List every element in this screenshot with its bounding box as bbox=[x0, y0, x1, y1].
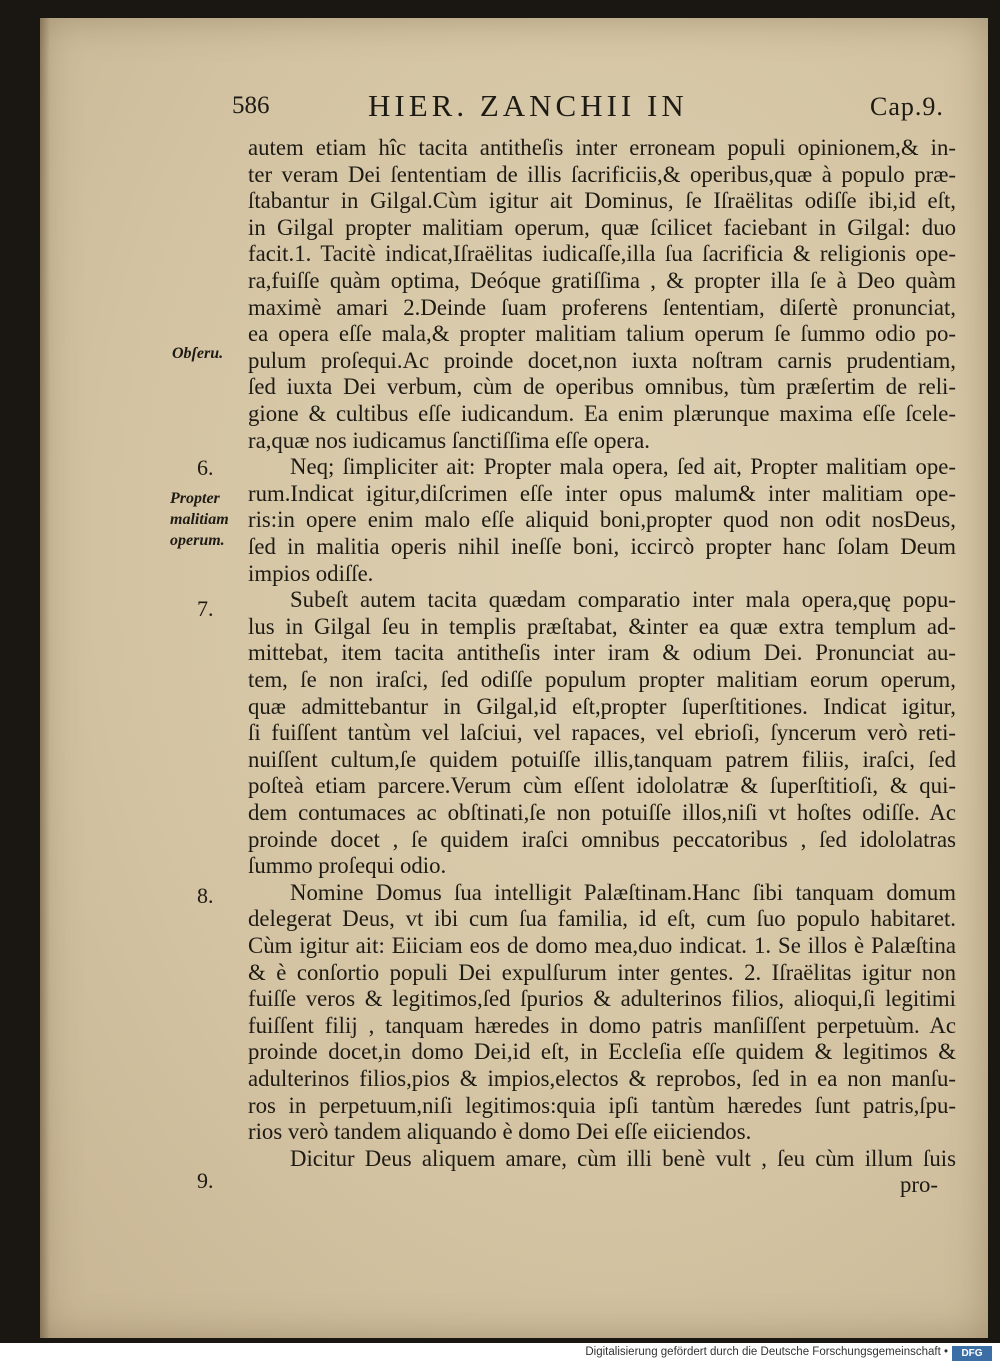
text-line: tem, ſe non iraſci, ſed odiſſe populum propter malitiam eorum operum, bbox=[248, 667, 956, 692]
text-line: poſteà etiam parcere.Verum cùm eſſent idololatræ & ſuperſtitioſi, & qui- bbox=[248, 773, 956, 799]
text-line: quæ admittebantur in Gilgal,id eſt,propter ſuperſtitiones. Indicat igitur, bbox=[248, 693, 956, 719]
text-line: pro- bbox=[900, 1172, 938, 1198]
text-line: ter veram Dei ſententiam de illis ſacrificiis,& operibus,quæ à populo præ- bbox=[248, 161, 956, 187]
text-line: rios verò tandem aliquando è domo Dei eſſe eiiciendos. bbox=[248, 1119, 752, 1145]
text-line: proinde docet,in domo Dei,id eſt, in Eccleſia eſſe quidem & legitimos & bbox=[248, 1039, 956, 1065]
margin-number-6: 6. bbox=[197, 455, 214, 480]
text-line: Nomine Domus ſua intelligit Palæſtinam.Hanc ſibi tanquam domum bbox=[290, 879, 956, 905]
footer-bar bbox=[0, 1343, 1000, 1364]
margin-note-operum: operum. bbox=[170, 532, 225, 549]
page-number: 586 bbox=[232, 92, 270, 119]
book-page bbox=[40, 18, 988, 1338]
text-line: delegerat Deus, vt ibi cum ſua familia, id eſt, cum ſuo populo habitaret. bbox=[248, 906, 956, 932]
margin-number-8: 8. bbox=[197, 883, 214, 908]
margin-note-propter: Propter bbox=[170, 490, 220, 507]
text-line: dem contumaces ac obſtinati,ſe non potuiſſe illos,niſi vt hoſtes odiſſe. Ac bbox=[248, 800, 956, 825]
text-line: ſtabantur in Gilgal.Cùm igitur ait Dominus, ſe Iſraëlitas odiſſe ibi,id eſt, bbox=[248, 188, 956, 214]
text-line: adulterinos filios,pios & impios,electos & reprobos, ſed in ea non manſu- bbox=[248, 1066, 956, 1091]
margin-number-7: 7. bbox=[197, 596, 214, 621]
text-line: maximè amari 2.Deinde ſuam proferens ſententiam, diſertè pronunciat, bbox=[248, 294, 956, 320]
text-line: ra,fuiſſe quàm optima, Deóque gratiſſima , & propter illa ſe à Deo quàm bbox=[248, 268, 956, 293]
text-line: ris:in opere enim malo eſſe aliquid boni,propter quod non odit nosDeus, bbox=[248, 507, 956, 533]
text-line: fuiſſent filij , tanquam hæredes in domo patris manſiſſent perpetuùm. Ac bbox=[248, 1012, 956, 1038]
text-line: ſed iuxta Dei verbum, cùm de operibus omnibus, tùm præſertim de reli- bbox=[248, 374, 956, 400]
text-line: pulum proſequi.Ac proinde docet,non iuxta noſtram carnis prudentiam, bbox=[248, 347, 956, 373]
text-line: in Gilgal propter malitiam operum, quæ ſcilicet faciebant in Gilgal: duo bbox=[248, 214, 956, 240]
page-header bbox=[40, 88, 988, 128]
text-line: autem etiam hîc tacita antitheſis inter erroneam populi opinionem,& in- bbox=[248, 135, 956, 160]
running-head: HIER. ZANCHII IN bbox=[368, 88, 688, 123]
text-line: rum.Indicat igitur,diſcrimen eſſe inter opus malum& inter malitiam ope- bbox=[248, 480, 956, 506]
text-line: Cùm igitur ait: Eiiciam eos de domo mea,duo indicat. 1. Se illos è Palæſtina bbox=[248, 933, 956, 958]
text-line: facit.1. Tacitè indicat,Iſraëlitas iudicaſſe,illa ſua ſacrificia & religionis ope- bbox=[248, 241, 956, 267]
text-line: fuiſſe veros & legitimos,ſed ſpurios & adulterinos filios, alioqui,ſi legitimi bbox=[248, 986, 956, 1012]
text-line: ra,quæ nos iudicamus ſanctiſſima eſſe opera. bbox=[248, 427, 650, 453]
chapter-label: Cap.9. bbox=[870, 92, 944, 121]
text-line: impios odiſſe. bbox=[248, 560, 374, 586]
funding-notice: Digitalisierung gefördert durch die Deutsche Forschungsgemeinschaft • bbox=[585, 1346, 948, 1358]
text-line: Neq; ſimpliciter ait: Propter mala opera, ſed ait, Propter malitiam ope- bbox=[290, 454, 956, 480]
text-line: ſed in malitia operis nihil ineſſe boni, icciгcò propter hanc ſolam Deum bbox=[248, 534, 956, 559]
text-line: Subeſt autem tacita quædam comparatio inter mala opera,quę popu- bbox=[290, 587, 956, 613]
text-line: nuiſſent cultum,ſe quidem potuiſſe illis,tanquam patrem filiis, iraſci, ſed bbox=[248, 746, 956, 772]
text-line: mittebat, item tacita antitheſis inter iram & odium Dei. Pronunciat au- bbox=[248, 640, 956, 666]
margin-note-obseru: Obſeru. bbox=[172, 345, 224, 362]
text-line: proinde docet , ſe quidem iraſci omnibus peccatoribus , ſed idololatras bbox=[248, 826, 956, 852]
text-line: ſummo proſequi odio. bbox=[248, 853, 447, 879]
text-line: ea opera eſſe mala,& propter malitiam talium operum ſe ſummo odio po- bbox=[248, 321, 956, 347]
text-line: ros in perpetuum,niſi legitimos:quia ipſi tantùm hæredes ſunt patris,ſpu- bbox=[248, 1092, 956, 1118]
text-line: gione & cultibus eſſe iudicandum. Ea enim plærunque maxima eſſe ſcele- bbox=[248, 401, 956, 426]
dfg-logo: DFG bbox=[952, 1346, 992, 1361]
text-line: Dicitur Deus aliquem amare, cùm illi benè vult , ſeu cùm illum ſuis bbox=[290, 1145, 956, 1171]
text-line: ſi fuiſſent tantùm vel laſciui, vel rapaces, vel ebrioſi, ſyncerum verò reti- bbox=[248, 720, 956, 746]
margin-number-9: 9. bbox=[197, 1168, 214, 1193]
text-line: lus in Gilgal ſeu in templis præſtabat, &inter ea quæ extra templum ad- bbox=[248, 613, 956, 639]
margin-note-malitiam: malitiam bbox=[170, 511, 229, 528]
text-line: & è conſortio populi Dei expulſurum inter gentes. 2. Iſraëlitas igitur non bbox=[248, 959, 956, 985]
